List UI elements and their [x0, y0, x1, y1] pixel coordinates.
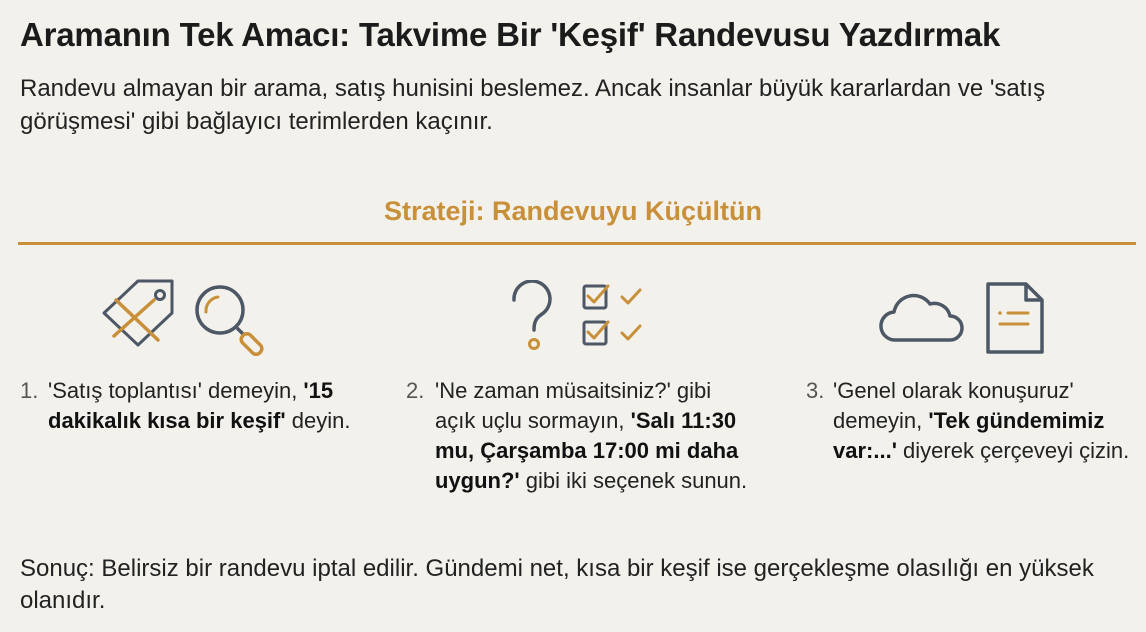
step-text — [435, 376, 755, 496]
step-number: 3. — [806, 378, 825, 403]
step-text-regular: 'Ne zaman müsaitsiniz?' gibi açık uçlu sormayın, — [435, 378, 712, 433]
step-text-regular: 'Satış toplantısı' demeyin, — [48, 378, 304, 403]
question-mark-icon — [508, 280, 558, 352]
step-text-regular: gibi iki seçenek sunun. — [519, 468, 748, 493]
result-paragraph: Sonuç: Belirsiz bir randevu iptal edilir. Gündemi net, kısa bir keşif ise gerçekleşme olasılığı en yüksek olanıdır. — [20, 555, 1094, 614]
magnifier-icon — [192, 282, 274, 358]
step-text-regular: diyerek çerçeveyi çizin. — [896, 438, 1130, 463]
step-number: 2. — [406, 378, 425, 403]
intro-paragraph: Randevu almayan bir arama, satış hunisini beslemez. Ancak insanlar büyük kararlardan ve 'satış görüşmesi' gibi bağlayıcı terimlerden kaçınır. — [20, 75, 1046, 135]
strategy-heading: Strateji: Randevuyu Küçültün — [383, 196, 763, 226]
step-text — [48, 376, 368, 436]
step-number: 1. — [20, 378, 39, 403]
crossed-tag-icon — [100, 278, 180, 348]
cloud-icon — [878, 290, 966, 346]
step-text-bold: 'Tek gündemimiz var:...' — [833, 408, 1105, 463]
document-icon — [982, 280, 1048, 356]
divider — [18, 242, 1136, 245]
page-title: Aramanın Tek Amacı: Takvime Bir 'Keşif' Randevusu Yazdırmak — [20, 16, 1001, 53]
step-text-bold: '15 dakikalık kısa bir keşif' — [48, 378, 334, 433]
checklist-icon — [580, 282, 650, 352]
step-text-regular: 'Genel olarak konuşuruz' demeyin, — [833, 378, 1074, 433]
step-text — [833, 376, 1138, 466]
step-text-bold: 'Salı 11:30 mu, Çarşamba 17:00 mi daha uygun?' — [435, 408, 739, 493]
step-text-regular: deyin. — [285, 408, 351, 433]
